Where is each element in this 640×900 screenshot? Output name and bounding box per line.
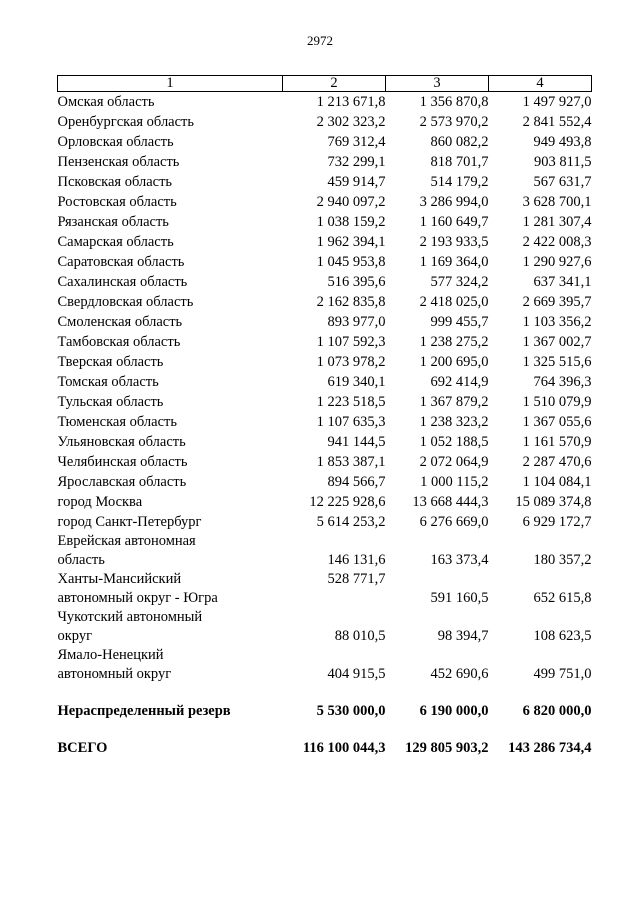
column-header: 3 (386, 76, 489, 92)
table-row (58, 132, 592, 152)
value-cell: 1 238 323,2 (419, 414, 489, 430)
region-name: Самарская область (57, 234, 174, 250)
value-cell: 1 325 515,6 (522, 354, 592, 370)
value-cell: 1 045 953,8 (316, 254, 386, 270)
table-row (58, 646, 592, 684)
region-name: Рязанская область (57, 214, 169, 230)
value-cell: 13 668 444,3 (412, 494, 489, 510)
spacer-cell (58, 721, 592, 738)
column-header: 2 (283, 76, 386, 92)
value-cell: 692 414,9 (430, 374, 489, 390)
value-cell: 2 422 008,3 (522, 234, 592, 250)
value-cell: 180 357,2 (533, 552, 592, 568)
value-cell: 2 193 933,5 (419, 234, 489, 250)
value-cell: 769 312,4 (327, 134, 386, 150)
table-body (58, 92, 592, 759)
value-cell: 567 631,7 (533, 174, 592, 190)
value-cell: 1 107 592,3 (316, 334, 386, 350)
region-name: Омская область (57, 94, 155, 110)
value-cell: 1 104 084,1 (522, 474, 592, 490)
region-name-line: автономный округ (57, 666, 172, 682)
table-row (58, 192, 592, 212)
value-cell: 116 100 044,3 (302, 740, 386, 756)
value-cell: 637 341,1 (533, 274, 592, 290)
value-cell: 860 082,2 (430, 134, 489, 150)
value-cell: 1 107 635,3 (316, 414, 386, 430)
region-name (58, 608, 283, 646)
value-cell: 2 302 323,2 (316, 114, 386, 130)
value-cell: 1 367 879,2 (419, 394, 489, 410)
table-row (58, 532, 592, 570)
region-name-line: округ (57, 628, 93, 644)
value-cell: 1 356 870,8 (419, 94, 489, 110)
value-cell: 1 103 356,2 (522, 314, 592, 330)
value-cell: 146 131,6 (327, 552, 386, 568)
value-cell: 108 623,5 (533, 628, 592, 644)
table-row (58, 352, 592, 372)
region-name (58, 570, 283, 608)
table-row (58, 252, 592, 272)
region-name: Тюменская область (57, 414, 177, 430)
value-cell: 1 367 055,6 (522, 414, 592, 430)
value-cell: 514 179,2 (430, 174, 489, 190)
value-cell: 5 614 253,2 (316, 514, 386, 530)
value-cell: 999 455,7 (430, 314, 489, 330)
table-row (58, 232, 592, 252)
region-name: Сахалинская область (57, 274, 188, 290)
value-cell: 2 573 970,2 (419, 114, 489, 130)
value-cell: 2 418 025,0 (419, 294, 489, 310)
column-number-row (58, 76, 592, 92)
value-cell: 516 395,6 (327, 274, 386, 290)
region-name: Ростовская область (57, 194, 177, 210)
value-cell: 1 223 518,5 (316, 394, 386, 410)
region-name: Тамбовская область (57, 334, 181, 350)
region-name: Челябинская область (57, 454, 188, 470)
table-row (58, 92, 592, 113)
value-cell: 2 072 064,9 (419, 454, 489, 470)
table-row (58, 472, 592, 492)
value-cell: 5 530 000,0 (316, 703, 386, 719)
table-row (58, 512, 592, 532)
value-cell: 732 299,1 (327, 154, 386, 170)
table-row (58, 452, 592, 472)
value-cell: 903 811,5 (534, 154, 592, 170)
value-cell: 129 805 903,2 (405, 740, 489, 756)
region-name-line: автономный округ - Югра (57, 590, 218, 606)
value-cell: 528 771,7 (327, 571, 386, 587)
value-cell: 949 493,8 (533, 134, 592, 150)
column-header: 1 (58, 76, 283, 92)
table-row (58, 432, 592, 452)
region-name: город Санкт-Петербург (57, 514, 202, 530)
region-name: Оренбургская область (57, 114, 195, 130)
region-name: Свердловская область (57, 294, 194, 310)
table-row (58, 372, 592, 392)
value-cell: 12 225 928,6 (309, 494, 386, 510)
table-row (58, 412, 592, 432)
value-cell: 1 510 079,9 (522, 394, 592, 410)
region-name-line: Ямало-Ненецкий (57, 647, 164, 663)
value-cell: 2 841 552,4 (522, 114, 592, 130)
table-row (58, 701, 592, 721)
table-row (58, 292, 592, 312)
region-name (58, 532, 283, 570)
value-cell: 1 497 927,0 (522, 94, 592, 110)
value-cell: 459 914,7 (327, 174, 386, 190)
page-number: 2972 (307, 33, 333, 48)
value-cell: 143 286 734,4 (508, 740, 592, 756)
region-name: Тульская область (57, 394, 164, 410)
value-cell: 764 396,3 (533, 374, 592, 390)
region-name: Саратовская область (57, 254, 185, 270)
value-cell: 894 566,7 (327, 474, 386, 490)
value-cell: 6 190 000,0 (419, 703, 489, 719)
value-cell: 1 073 978,2 (316, 354, 386, 370)
value-cell: 98 394,7 (437, 628, 489, 644)
value-cell: 577 324,2 (430, 274, 489, 290)
value-cell: 1 169 364,0 (419, 254, 489, 270)
spacer-cell (58, 684, 592, 701)
table-row (58, 152, 592, 172)
region-name: Ярославская область (57, 474, 187, 490)
table-row (58, 392, 592, 412)
value-cell: 1 281 307,4 (522, 214, 592, 230)
table-row (58, 492, 592, 512)
value-cell: 2 162 835,8 (316, 294, 386, 310)
region-name: Томская область (57, 374, 159, 390)
value-cell: 1 367 002,7 (522, 334, 592, 350)
region-name-line: Ханты-Мансийский (57, 571, 182, 587)
region-name: Смоленская область (57, 314, 183, 330)
value-cell: 591 160,5 (430, 590, 489, 606)
value-cell: 1 962 394,1 (316, 234, 386, 250)
region-name: ВСЕГО (57, 740, 108, 756)
region-name: город Москва (57, 494, 143, 510)
value-cell: 163 373,4 (430, 552, 489, 568)
table-row (58, 112, 592, 132)
region-name-line: Еврейская автономная (57, 533, 196, 549)
value-cell: 941 144,5 (327, 434, 386, 450)
value-cell: 452 690,6 (430, 666, 489, 682)
value-cell: 619 340,1 (327, 374, 386, 390)
table-row (58, 608, 592, 646)
region-name: Орловская область (57, 134, 174, 150)
value-cell: 1 213 671,8 (316, 94, 386, 110)
value-cell: 652 615,8 (533, 590, 592, 606)
value-cell: 88 010,5 (334, 628, 386, 644)
value-cell: 6 276 669,0 (419, 514, 489, 530)
value-cell: 3 286 994,0 (419, 194, 489, 210)
table-row (58, 212, 592, 232)
value-cell: 499 751,0 (533, 666, 592, 682)
value-cell: 1 160 649,7 (419, 214, 489, 230)
value-cell: 2 940 097,2 (316, 194, 386, 210)
column-header: 4 (489, 76, 592, 92)
value-cell: 818 701,7 (430, 154, 489, 170)
spacer-row (58, 721, 592, 738)
value-cell: 1 853 387,1 (316, 454, 386, 470)
spacer-row (58, 684, 592, 701)
value-cell: 3 628 700,1 (522, 194, 592, 210)
value-cell: 2 287 470,6 (522, 454, 592, 470)
region-name: Нераспределенный резерв (57, 703, 231, 719)
table-row (58, 570, 592, 608)
value-cell: 1 238 275,2 (419, 334, 489, 350)
region-name-line: область (57, 552, 105, 568)
region-name (58, 646, 283, 684)
value-cell: 2 669 395,7 (522, 294, 592, 310)
table-row (58, 272, 592, 292)
table-row (58, 738, 592, 758)
table-row (58, 172, 592, 192)
region-name-line: Чукотский автономный (57, 609, 203, 625)
region-name: Ульяновская область (57, 434, 186, 450)
value-cell: 1 290 927,6 (522, 254, 592, 270)
region-name: Тверская область (57, 354, 164, 370)
region-name: Пензенская область (57, 154, 180, 170)
value-cell: 893 977,0 (327, 314, 386, 330)
region-name: Псковская область (57, 174, 173, 190)
value-cell: 1 038 159,2 (316, 214, 386, 230)
value-cell: 6 820 000,0 (522, 703, 592, 719)
value-cell: 1 000 115,2 (420, 474, 489, 490)
budget-table (57, 75, 592, 758)
value-cell: 6 929 172,7 (522, 514, 592, 530)
value-cell: 1 200 695,0 (419, 354, 489, 370)
value-cell: 1 161 570,9 (522, 434, 592, 450)
table-row (58, 312, 592, 332)
value-cell: 15 089 374,8 (515, 494, 592, 510)
value-cell: 404 915,5 (327, 666, 386, 682)
table-row (58, 332, 592, 352)
value-cell: 1 052 188,5 (419, 434, 489, 450)
